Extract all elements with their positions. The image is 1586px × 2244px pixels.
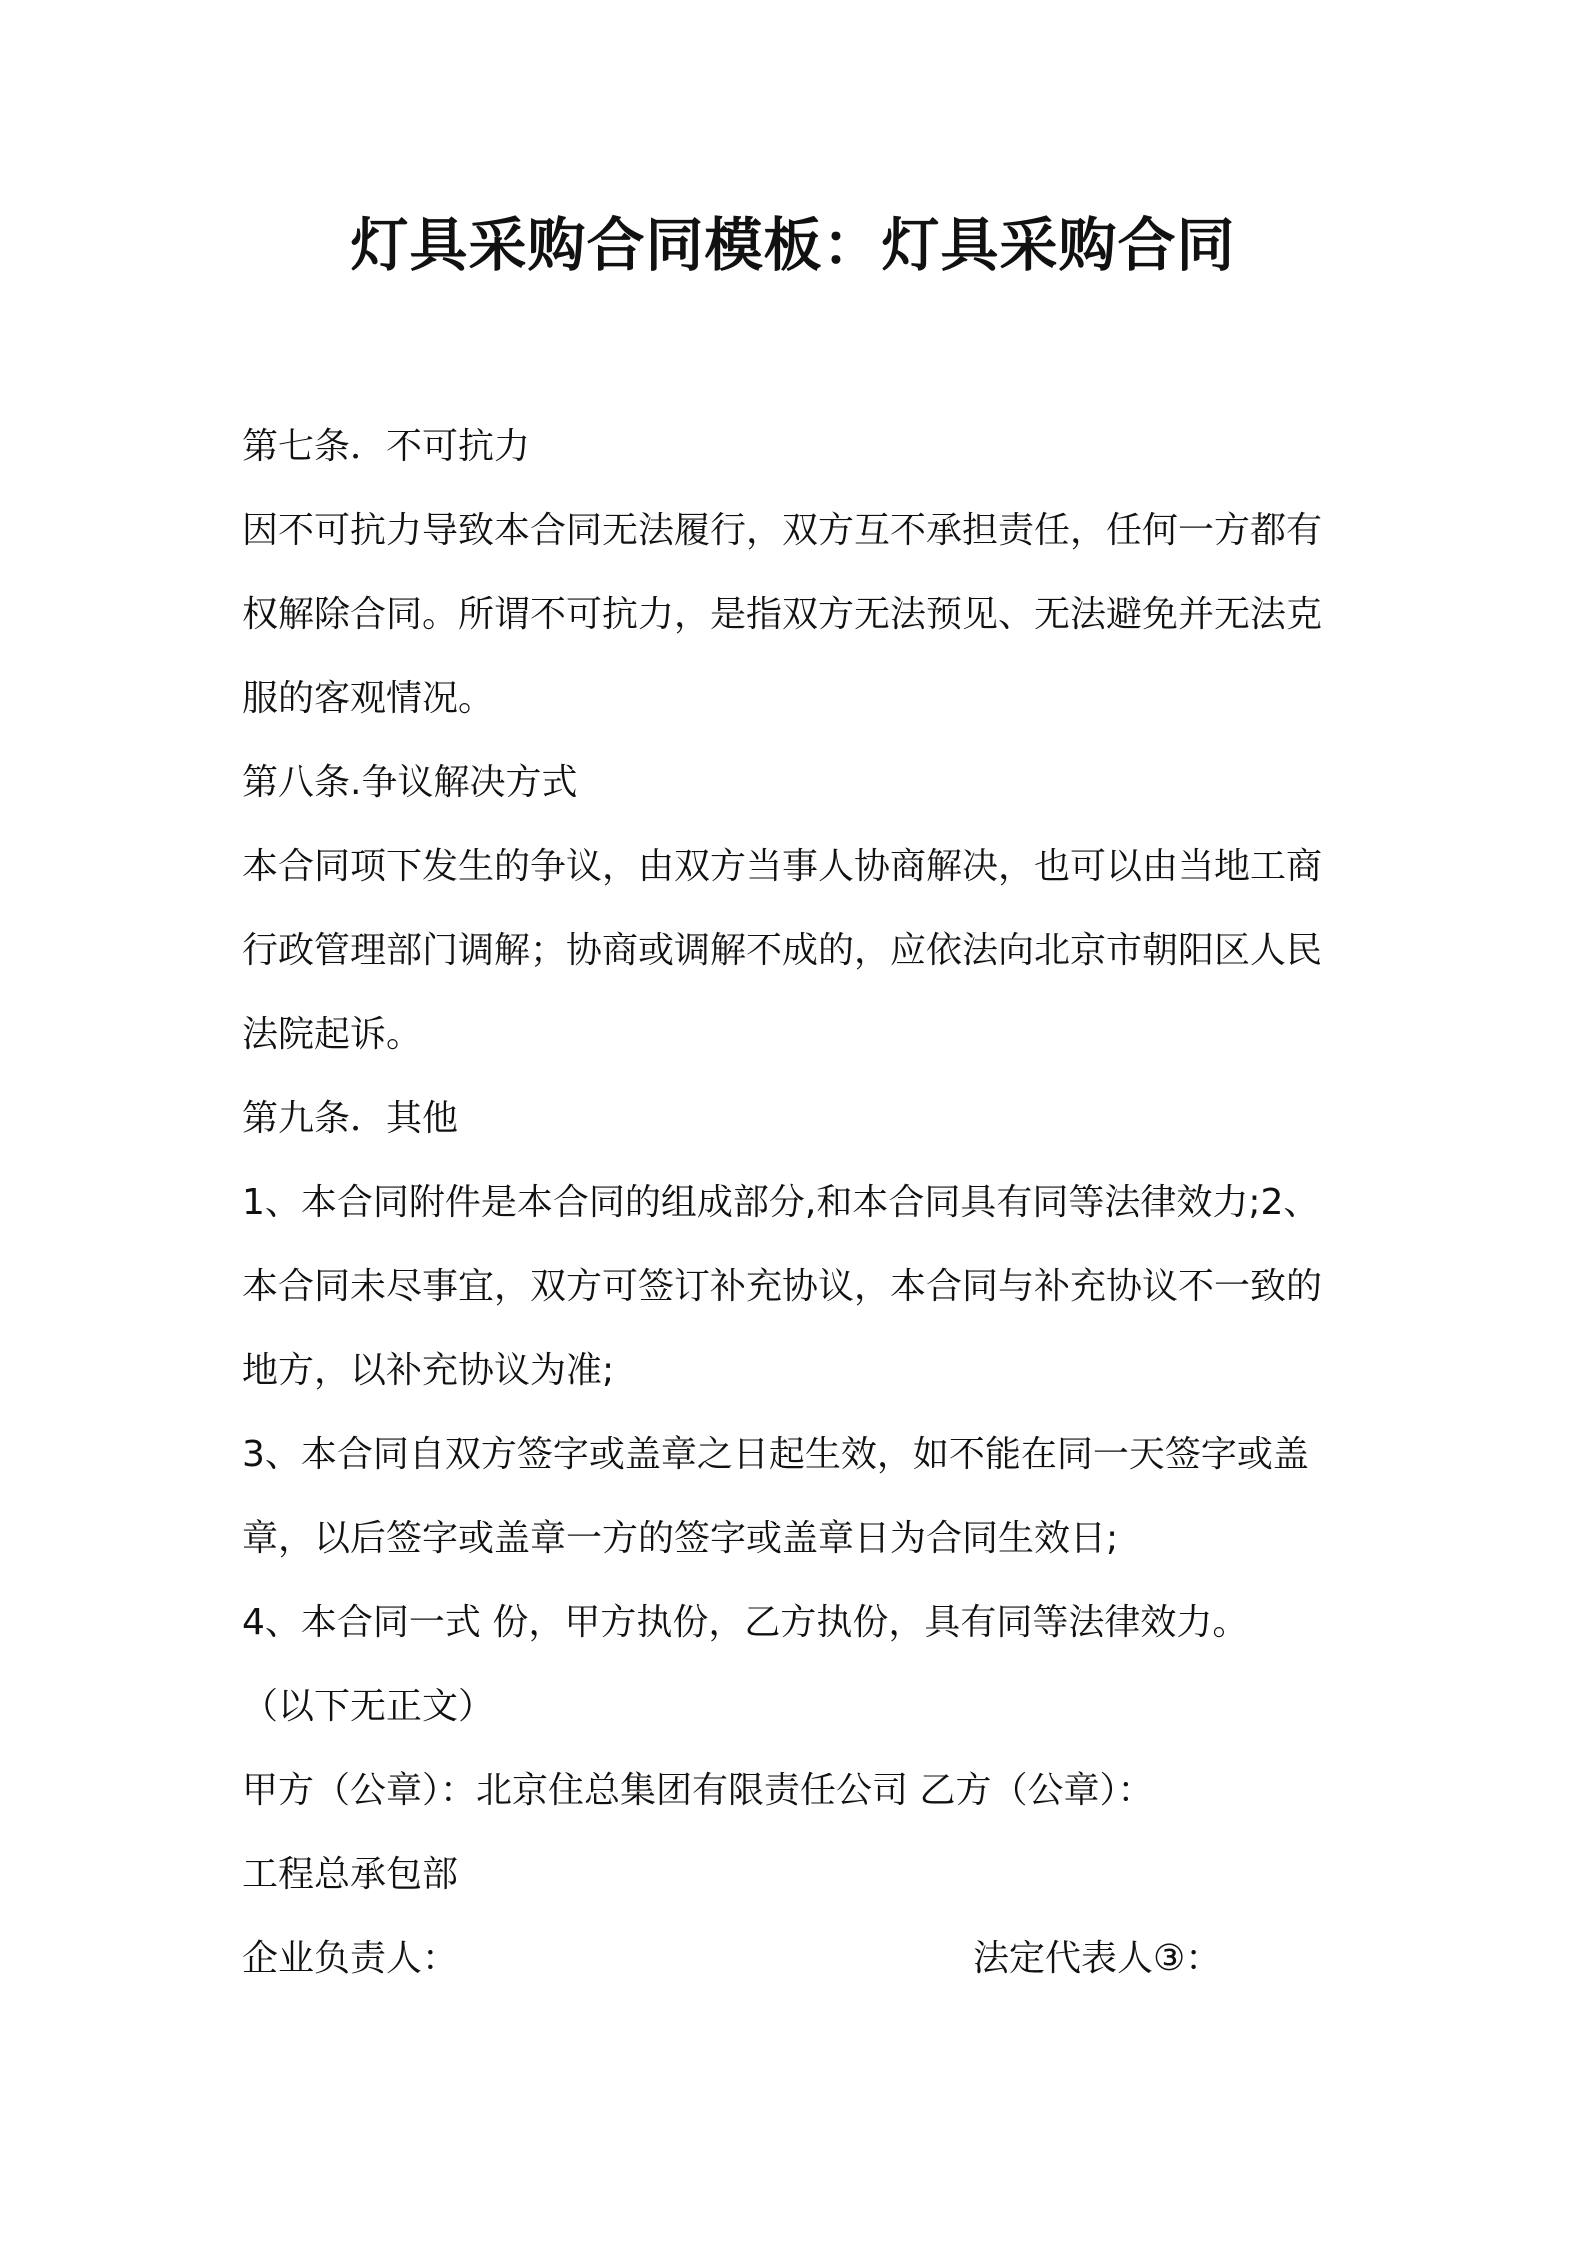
- article-8-heading: 第八条.争议解决方式: [242, 762, 578, 803]
- article-7-text-line-2: 权解除合同。所谓不可抗力，是指双方无法预见、无法避免并无法克: [242, 594, 1323, 635]
- legal-representative-label: 法定代表人③：: [973, 1938, 1222, 1979]
- article-7-heading: 第七条．不可抗力: [242, 426, 531, 467]
- party-seal-line: 甲方（公章）：北京住总集团有限责任公司 乙方（公章）：: [242, 1770, 1154, 1811]
- no-further-text-note: （以下无正文）: [242, 1686, 495, 1727]
- article-7-text-line-1: 因不可抗力导致本合同无法履行，双方互不承担责任，任何一方都有: [242, 510, 1323, 551]
- enterprise-head-label: 企业负责人：: [242, 1938, 459, 1979]
- document-title: 灯具采购合同模板：灯具采购合同: [350, 211, 1236, 279]
- article-9-item-4: 4、本合同一式 份，甲方执份，乙方执份，具有同等法律效力。: [242, 1602, 1249, 1643]
- article-8-text-line-3: 法院起诉。: [242, 1014, 423, 1055]
- signature-row: [242, 1917, 1362, 2001]
- article-8-text-line-2: 行政管理部门调解；协商或调解不成的，应依法向北京市朝阳区人民: [242, 930, 1323, 971]
- article-9-item-1-line-1: 1、本合同附件是本合同的组成部分,和本合同具有同等法律效力;2、: [242, 1182, 1320, 1223]
- article-9-item-2-line-1: 本合同未尽事宜，双方可签订补充协议，本合同与补充协议不一致的: [242, 1266, 1323, 1307]
- article-7-text-line-3: 服的客观情况。: [242, 678, 495, 719]
- party-a-department: 工程总承包部: [242, 1854, 459, 1895]
- document-body: [242, 405, 1362, 2001]
- article-9-heading: 第九条．其他: [242, 1098, 459, 1139]
- article-9-item-3-line-2: 章，以后签字或盖章一方的签字或盖章日为合同生效日;: [242, 1518, 1119, 1559]
- article-9-item-2-line-2: 地方，以补充协议为准;: [242, 1350, 615, 1391]
- article-9-item-3-line-1: 3、本合同自双方签字或盖章之日起生效，如不能在同一天签字或盖: [242, 1434, 1309, 1475]
- article-8-text-line-1: 本合同项下发生的争议，由双方当事人协商解决，也可以由当地工商: [242, 846, 1323, 887]
